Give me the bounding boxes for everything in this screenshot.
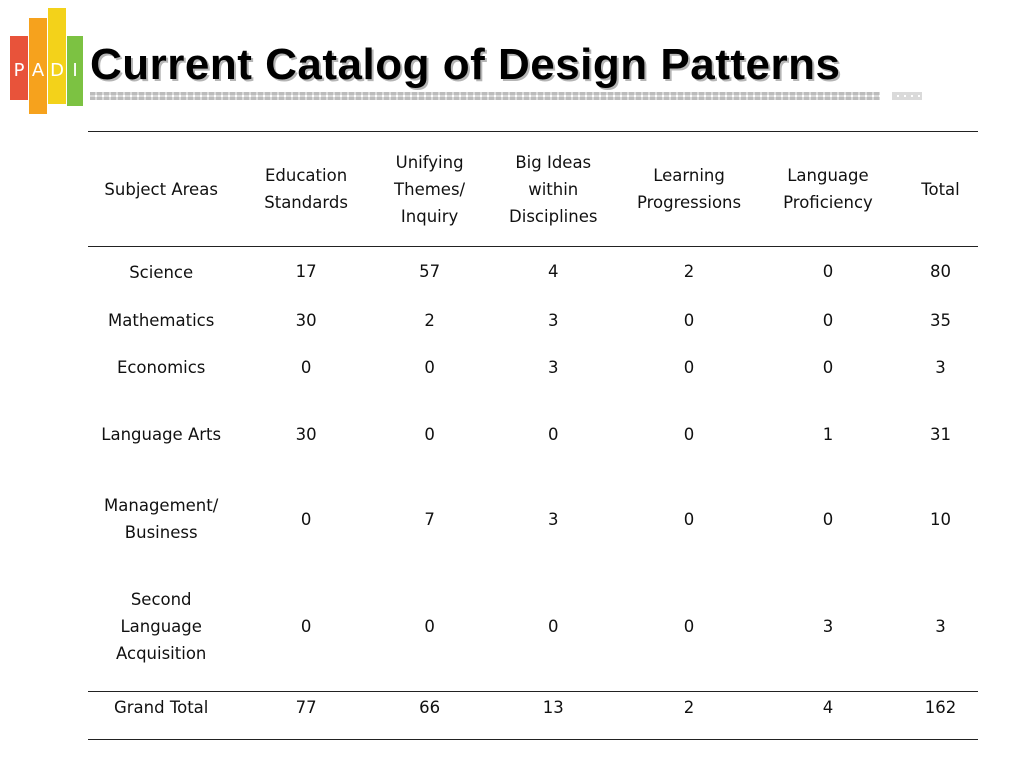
cell-learning: 2	[683, 262, 695, 282]
cell-total: 3	[935, 616, 946, 636]
cell-bigideas: 3	[547, 358, 559, 377]
header-learning-progressions: Learning Progressions	[636, 166, 742, 212]
cell-language: 1	[822, 424, 834, 444]
grand-total-row	[88, 692, 978, 740]
cell-language: 3	[822, 616, 834, 636]
cell-learning: 0	[683, 509, 695, 529]
cell-total: 35	[929, 310, 951, 330]
cell-language: 0	[822, 358, 834, 377]
logo-letter: D	[50, 60, 64, 81]
cell-subject: Economics	[116, 358, 206, 377]
cell-education: 17	[295, 262, 317, 282]
cell-learning: 0	[683, 616, 695, 636]
table-row	[88, 392, 978, 477]
table-row	[88, 562, 978, 692]
cell-total: 31	[929, 424, 951, 444]
cell-learning: 0	[683, 310, 695, 330]
cell-total: 10	[929, 509, 951, 529]
cell-language: 4	[822, 698, 834, 717]
logo-letter: A	[31, 60, 45, 81]
table-row	[88, 247, 978, 297]
cell-subject: Management/ Business	[104, 496, 219, 542]
cell-unifying: 7	[424, 509, 435, 529]
cell-subject: Second Language Acquisition	[116, 589, 207, 663]
cell-subject: Mathematics	[108, 310, 215, 330]
cell-language: 0	[822, 310, 834, 330]
title-underline-decoration	[90, 92, 880, 100]
page-title: Current Catalog of Design Patterns	[90, 40, 841, 89]
cell-unifying: 0	[424, 424, 435, 444]
cell-education: 30	[295, 310, 317, 330]
cell-total: 80	[929, 262, 951, 282]
title-underline-decoration	[892, 92, 922, 100]
header-unifying-themes: Unifying Themes/ Inquiry	[394, 152, 466, 226]
cell-education: 0	[300, 509, 312, 529]
cell-bigideas: 4	[547, 262, 559, 282]
cell-education: 30	[295, 424, 317, 444]
catalog-table	[88, 131, 978, 740]
cell-education: 77	[295, 698, 317, 717]
cell-unifying: 0	[424, 616, 435, 636]
cell-bigideas: 3	[547, 310, 559, 330]
cell-subject: Grand Total	[113, 698, 209, 717]
table-row	[88, 297, 978, 344]
cell-education: 0	[300, 616, 312, 636]
logo-bar-d	[48, 8, 66, 104]
catalog-table-container	[88, 131, 978, 740]
cell-unifying: 66	[419, 698, 441, 717]
cell-bigideas: 0	[547, 616, 559, 636]
cell-unifying: 57	[419, 262, 441, 282]
header-education-standards: Education Standards	[264, 166, 348, 212]
cell-unifying: 0	[424, 358, 435, 377]
table-row	[88, 344, 978, 392]
header-big-ideas: Big Ideas within Disciplines	[509, 152, 598, 226]
header-language-proficiency: Language Proficiency	[783, 166, 873, 212]
padi-logo	[8, 8, 84, 112]
cell-learning: 0	[683, 358, 695, 377]
cell-bigideas: 13	[542, 698, 564, 717]
cell-bigideas: 3	[547, 509, 559, 529]
cell-unifying: 2	[424, 310, 435, 330]
cell-learning: 2	[683, 698, 695, 717]
cell-total: 162	[924, 698, 957, 717]
cell-learning: 0	[683, 424, 695, 444]
cell-total: 3	[935, 358, 946, 377]
cell-language: 0	[822, 509, 834, 529]
logo-letter: I	[72, 60, 78, 81]
header-subject-areas: Subject Areas	[104, 179, 218, 199]
cell-bigideas: 0	[547, 424, 559, 444]
cell-subject: Science	[129, 263, 194, 283]
cell-subject: Language Arts	[101, 424, 222, 444]
logo-letter: P	[13, 60, 25, 81]
header-row	[88, 132, 978, 247]
cell-language: 0	[822, 262, 834, 282]
header-total: Total	[921, 179, 960, 199]
table-row	[88, 477, 978, 562]
cell-education: 0	[300, 358, 312, 377]
